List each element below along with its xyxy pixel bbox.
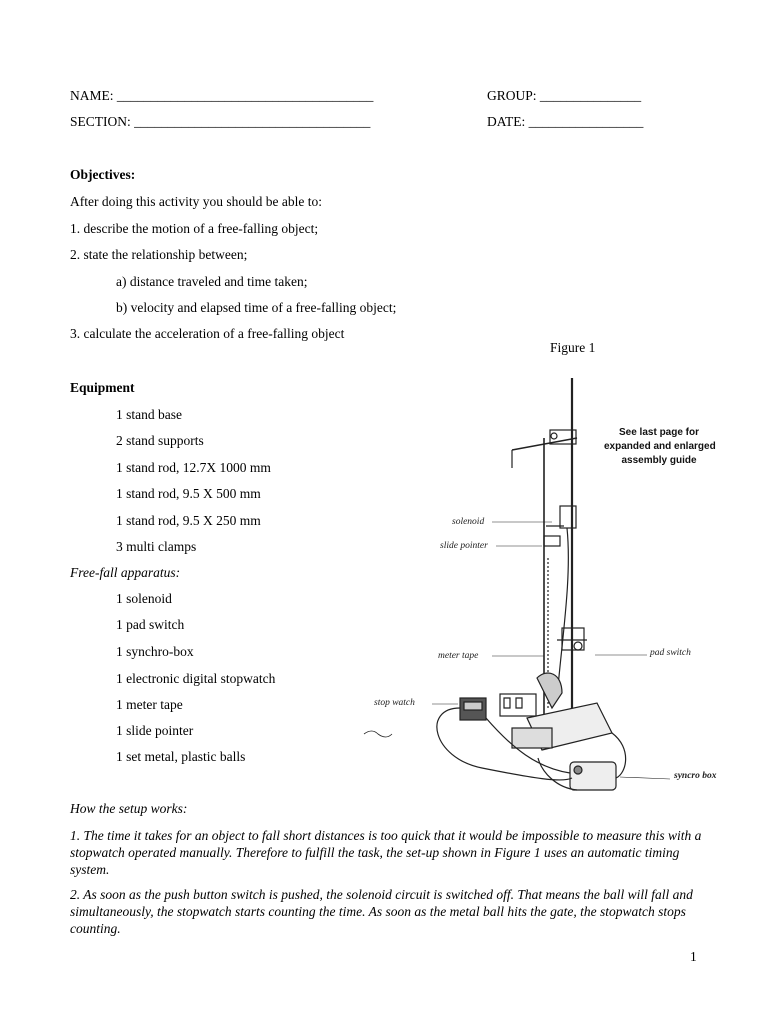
apparatus-item: 1 slide pointer — [116, 723, 194, 738]
equipment-item: 1 stand base — [116, 407, 182, 422]
equipment-item: 1 stand rod, 9.5 X 250 mm — [116, 513, 261, 528]
label-solenoid: solenoid — [452, 517, 485, 527]
figure-caption: Figure 1 — [550, 340, 596, 355]
objectives-heading: Objectives: — [70, 167, 136, 182]
equipment-item: 1 stand rod, 12.7X 1000 mm — [116, 460, 271, 475]
objectives-intro: After doing this activity you should be able to: — [70, 194, 322, 209]
group-field-line: GROUP: _______________ — [487, 88, 642, 103]
equipment-item: 2 stand supports — [116, 433, 204, 448]
objective-item: 1. describe the motion of a free-falling object; — [70, 221, 319, 236]
figure-note-line-1: See last page for — [618, 427, 700, 438]
equipment-item: 3 multi clamps — [116, 539, 197, 554]
objective-item: 3. calculate the acceleration of a free-falling object — [70, 326, 345, 341]
figure-1-apparatus — [362, 378, 720, 798]
name-field-line: NAME: ______________________________________ — [70, 88, 374, 103]
label-pad-switch: pad switch — [650, 648, 691, 658]
objective-subitem: b) velocity and elapsed time of a free-falling object; — [116, 300, 397, 315]
equipment-item: 1 stand rod, 9.5 X 500 mm — [116, 486, 261, 501]
setup-paragraph-1: 1. The time it takes for an object to fall short distances is too quick that it would be impossible to measure this with a stopwatch operated manually. Therefore to fulfill the task, the set-up shown in Figure 1 uses an automatic timing system. — [70, 828, 702, 877]
apparatus-item: 1 pad switch — [116, 617, 185, 632]
section-field-line: SECTION: ___________________________________ — [70, 114, 371, 129]
apparatus-item: 1 meter tape — [116, 697, 183, 712]
equipment-heading: Equipment — [70, 380, 135, 395]
apparatus-item: 1 synchro-box — [116, 644, 194, 659]
page-number: 1 — [690, 949, 697, 964]
label-stop-watch: stop watch — [374, 698, 415, 708]
objective-subitem: a) distance traveled and time taken; — [116, 274, 308, 289]
setup-heading: How the setup works: — [70, 801, 188, 816]
label-meter-tape: meter tape — [438, 651, 479, 661]
objective-item: 2. state the relationship between; — [70, 247, 248, 262]
date-field-line: DATE: _________________ — [487, 114, 644, 129]
figure-note — [604, 426, 714, 468]
figure-note-line-2: expanded and enlarged — [604, 441, 716, 452]
label-syncro-box: syncro box — [674, 771, 717, 781]
figure-note-line-3: assembly guide — [621, 455, 697, 466]
label-slide-pointer: slide pointer — [440, 541, 488, 551]
apparatus-item: 1 solenoid — [116, 591, 172, 606]
apparatus-heading: Free-fall apparatus: — [70, 565, 181, 580]
apparatus-item: 1 electronic digital stopwatch — [116, 671, 276, 686]
setup-paragraph-2: 2. As soon as the push button switch is pushed, the solenoid circuit is switched off. That means the ball will fall and simultaneously, the stopwatch starts counting the time. As soon as the metal ball hits the gate, the stopwatch stops counting. — [70, 887, 693, 936]
apparatus-item: 1 set metal, plastic balls — [116, 749, 246, 764]
